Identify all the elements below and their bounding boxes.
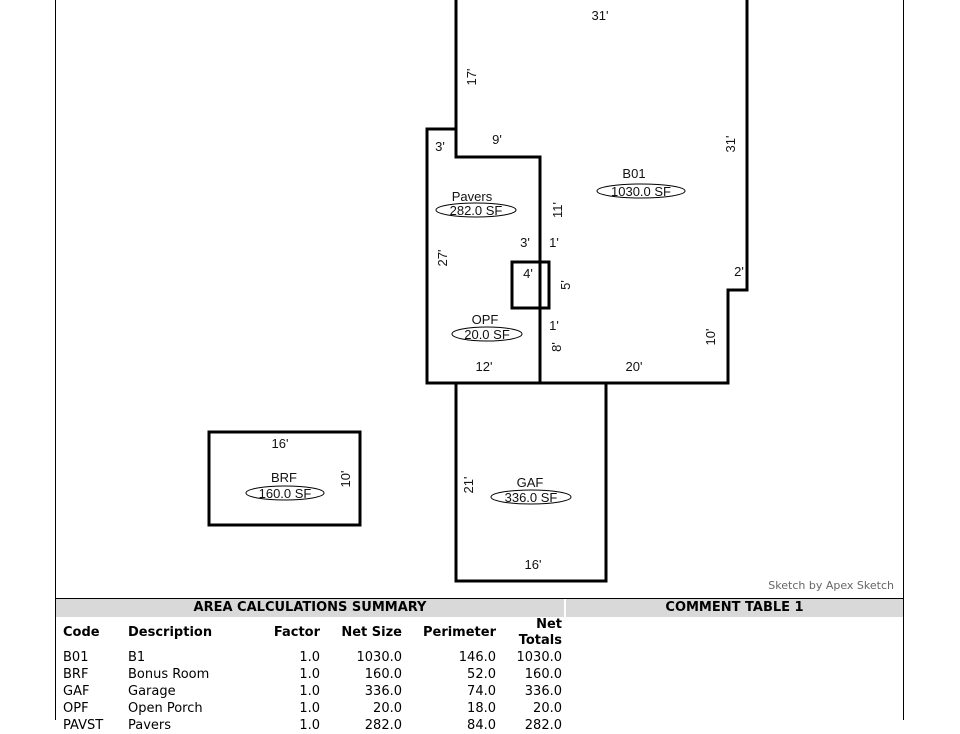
- cell-code: OPF: [63, 701, 89, 716]
- area-code-opf: OPF: [471, 312, 499, 327]
- dim-label: 16': [271, 436, 289, 451]
- cell-net-totals: 336.0: [524, 684, 562, 699]
- dim-label: 5': [558, 280, 573, 290]
- dim-label: 11': [550, 202, 565, 218]
- table-row: [56, 700, 564, 717]
- cell-description: Bonus Room: [128, 667, 210, 682]
- table-row: [56, 649, 564, 666]
- area-code-gaf: GAF: [516, 475, 544, 490]
- col-code: Code: [63, 625, 100, 640]
- cell-net-totals: 160.0: [524, 667, 562, 682]
- dim-label: 16': [524, 557, 542, 572]
- col-net-totals: Net Totals: [518, 617, 562, 648]
- col-description: Description: [128, 625, 213, 640]
- area-code-brf: BRF: [271, 470, 297, 485]
- dim-label: 17': [464, 68, 479, 86]
- area-size-gaf: 336.0 SF: [504, 490, 558, 505]
- dim-label: 4': [523, 266, 533, 281]
- area-size-pavers: 282.0 SF: [449, 203, 503, 218]
- col-perimeter: Perimeter: [422, 625, 496, 640]
- sketch-credit: Sketch by Apex Sketch: [768, 579, 894, 592]
- dim-label: 3': [520, 235, 530, 250]
- cell-code: PAVST: [63, 718, 104, 733]
- area-code-pavers: Pavers: [451, 189, 493, 204]
- cell-perimeter: 74.0: [467, 684, 496, 699]
- cell-code: BRF: [63, 667, 89, 682]
- table-row: [56, 683, 564, 700]
- cell-net-size: 160.0: [364, 667, 402, 682]
- dim-label: 2': [734, 264, 744, 279]
- dim-label: 12': [475, 359, 493, 374]
- summary-title: AREA CALCULATIONS SUMMARY: [56, 599, 564, 617]
- dim-label: 3': [435, 139, 445, 154]
- cell-code: B01: [63, 650, 89, 665]
- cell-perimeter: 84.0: [467, 718, 496, 733]
- b01-walls: [456, 0, 747, 383]
- dim-label: 10': [338, 470, 353, 488]
- dim-label: 8': [549, 342, 564, 352]
- col-factor: Factor: [273, 625, 320, 640]
- cell-net-size: 336.0: [364, 684, 402, 699]
- cell-perimeter: 52.0: [467, 667, 496, 682]
- dim-label: 27': [435, 249, 450, 267]
- cell-net-totals: 282.0: [524, 718, 562, 733]
- area-code-b01: B01: [622, 166, 646, 181]
- area-size-b01: 1030.0 SF: [611, 184, 671, 199]
- comment-table: [566, 599, 903, 720]
- cell-factor: 1.0: [299, 667, 320, 682]
- cell-net-totals: 1030.0: [516, 650, 562, 665]
- dim-label: 10': [703, 328, 718, 346]
- cell-factor: 1.0: [299, 650, 320, 665]
- dim-label: 21': [461, 476, 476, 494]
- cell-factor: 1.0: [299, 684, 320, 699]
- cell-code: GAF: [63, 684, 90, 699]
- dim-label: 31': [723, 135, 738, 153]
- cell-description: Open Porch: [128, 701, 203, 716]
- cell-description: Pavers: [128, 718, 172, 733]
- dim-label: 9': [492, 132, 502, 147]
- cell-net-totals: 20.0: [533, 701, 562, 716]
- summary-table: [56, 617, 564, 734]
- area-calculations-summary: [56, 599, 564, 733]
- cell-perimeter: 18.0: [467, 701, 496, 716]
- cell-factor: 1.0: [299, 701, 320, 716]
- dim-label: 1': [549, 235, 559, 250]
- cell-description: B1: [128, 650, 146, 665]
- area-size-opf: 20.0 SF: [464, 327, 510, 342]
- cell-net-size: 20.0: [373, 701, 402, 716]
- cell-net-size: 1030.0: [356, 650, 402, 665]
- cell-description: Garage: [128, 684, 176, 699]
- area-size-brf: 160.0 SF: [258, 486, 312, 501]
- col-net-size: Net Size: [341, 625, 402, 640]
- comment-title: COMMENT TABLE 1: [566, 599, 903, 617]
- dim-label: 31': [591, 8, 609, 23]
- table-row: [56, 666, 564, 683]
- dim-label: 1': [549, 318, 559, 333]
- cell-factor: 1.0: [299, 718, 320, 733]
- summary-header-row: [56, 617, 564, 649]
- cell-perimeter: 146.0: [458, 650, 496, 665]
- dim-label: 20': [625, 359, 643, 374]
- cell-net-size: 282.0: [364, 718, 402, 733]
